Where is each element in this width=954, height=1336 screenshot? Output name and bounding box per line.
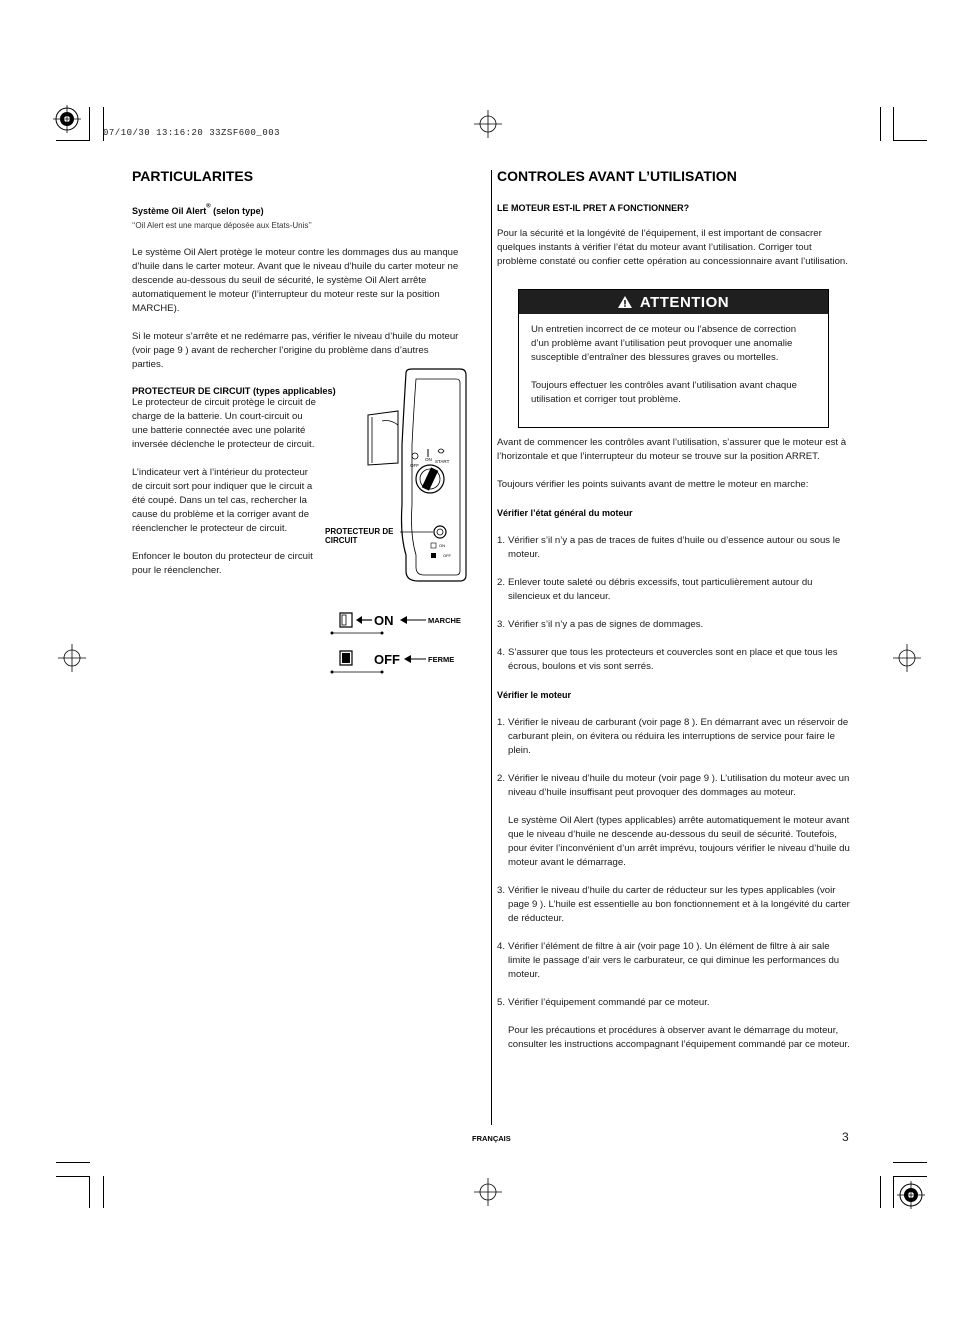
section-title: PARTICULARITES [132,168,254,184]
warning-triangle-icon [618,296,632,308]
breaker-paragraph: L’indicateur vert à l’intérieur du protecteur de circuit sort pour indiquer que le circuit a été coupé. Dans un tel cas, rechercher la cause du problème et la corriger avant de réenclencher le protecteur de circuit. [132,467,313,534]
general-heading: Vérifier l’état général du moteur [497,508,633,518]
item-text: Vérifier l’équipement commandé par ce moteur. [508,997,710,1008]
crosshair-icon [474,1178,502,1206]
checklist-item [497,646,852,674]
item-text: Vérifier le niveau d’huile du moteur (voir page 9 ). L’utilisation du moteur avec un niveau d’huile insuffisant peut provoquer des dommages au moteur. [508,773,850,798]
crosshair-icon [474,110,502,138]
engine-checklist [497,716,852,1052]
on-label: ON [374,613,394,628]
breaker-heading: PROTECTEUR DE CIRCUIT (types applicables) [132,386,336,396]
intro-paragraph: Pour la sécurité et la longévité de l’équipement, il est important de consacrer quelques instants à vérifier l’état du moteur avant l’utilisation. Corriger tout problème constaté ou confier cette opération au concessionnaire avant l’utilisation. [497,228,848,267]
before-paragraph: Avant de commencer les contrôles avant l’utilisation, s’assurer que le moteur est à l’horizontale et que l’interrupteur du moteur se trouve sur la position ARRET. [497,437,847,462]
attention-paragraph: Toujours effectuer les contrôles avant l’utilisation avant chaque utilisation et corriger tout problème. [531,380,797,405]
attention-box [518,289,829,428]
ready-heading: LE MOTEUR EST-IL PRET A FONCTIONNER? [497,203,690,213]
checklist-item [497,534,852,562]
registration-target-icon [897,1181,925,1209]
item-number: 4. [497,647,506,658]
switch-on-label: ON [425,457,432,462]
on-arrow-label: MARCHE [428,616,461,625]
right-column-continued [497,436,852,1066]
breaker-callout-label: PROTECTEUR DE CIRCUIT [325,527,394,545]
item-text: S’assurer que tous les protecteurs et couvercles sont en place et que tous les écrous, boulons et vis sont serrés. [508,647,838,672]
switch-off-label: OFF [410,463,419,468]
item-extra-text: Le système Oil Alert (types applicables) arrête automatiquement le moteur avant que le niveau d’huile ne descende au-dessous du seuil de sécurité. Toutefois, pour éviter l’inconvénient d’un arrêt imprévu, toujours vérifier le niveau d’huile du moteur avant le démarrage. [508,815,850,868]
item-number: 1. [497,717,506,728]
breaker-paragraph: Le protecteur de circuit protège le circuit de charge de la batterie. Un court-circuit ou une batterie connectée avec une polarité inversée déclenche le protecteur de circuit. [132,397,316,450]
panel-on-label: ON [439,543,445,548]
attention-label: ATTENTION [639,293,730,311]
checklist-item [497,576,852,604]
breaker-paragraph: Enfoncer le bouton du protecteur de circuit pour le réenclencher. [132,551,313,576]
oil-alert-paragraph: Le système Oil Alert protège le moteur contre les dommages dus au manque d’huile dans le carter moteur. Avant que le niveau d’huile du carter moteur ne descende au-dessous du seuil de sécurité, le système Oil Alert arrête automatiquement le moteur (l’interrupteur du moteur reste sur la position MARCHE). [132,247,459,314]
item-number: 4. [497,941,506,952]
item-text: Vérifier s’il n’y a pas de signes de dommages. [508,619,704,630]
checklist-item [497,996,852,1052]
oil-alert-heading: Système Oil Alert® (selon type) [132,203,264,216]
switch-panel-figure [320,365,490,685]
item-text: Vérifier le niveau de carburant (voir page 8 ). En démarrant avec un réservoir de carburant plein, on évitera ou réduira les interruptions de service pour faire le plein. [508,717,849,756]
item-number: 2. [497,577,506,588]
item-number: 5. [497,997,506,1008]
crosshair-icon [58,644,86,672]
trademark-note: ‘‘Oil Alert est une marque déposée aux Etats-Unis’’ [132,221,312,230]
attention-paragraph: Un entretien incorrect de ce moteur ou l’absence de correction d’un problème avant l’utilisation peut provoquer une anomalie susceptible d’entraîner des blessures graves ou mortelles. [531,324,797,363]
checklist-item [497,884,852,926]
item-text: Vérifier l’élément de filtre à air (voir page 10 ). Un élément de filtre à air sale limite le passage d’air vers le carburateur, ce qui diminue les performances du moteur. [508,941,840,980]
item-number: 2. [497,773,506,784]
circuit-breaker-icon [434,526,446,538]
section-title: CONTROLES AVANT L’UTILISATION [497,168,737,184]
item-text: Vérifier s’il n’y a pas de traces de fuites d’huile ou d’essence autour ou sous le moteur. [508,535,841,560]
item-number: 1. [497,535,506,546]
registration-target-icon [53,105,81,133]
attention-body [519,314,828,407]
panel-off-label: OFF [443,553,451,558]
always-paragraph: Toujours vérifier les points suivants avant de mettre le moteur en marche: [497,479,809,490]
checklist-item [497,716,852,758]
page-number: 3 [842,1130,849,1144]
oil-alert-paragraph: Si le moteur s’arrête et ne redémarre pas, vérifier le niveau d’huile du moteur (voir page 9 ) avant de rechercher l’origine du problème dans d’autres parties. [132,331,459,370]
off-arrow-label: FERME [428,655,455,664]
item-number: 3. [497,619,506,630]
checklist-item [497,618,852,632]
language-label: FRANÇAIS [472,1134,511,1143]
crosshair-icon [893,644,921,672]
engine-heading: Vérifier le moteur [497,690,572,700]
item-text: Vérifier le niveau d’huile du carter de réducteur sur les types applicables (voir page 9 ). L’huile est essentielle au bon fonctionnement et à la longévité du carter de réducteur. [508,885,850,924]
column-divider [491,170,492,1125]
item-text: Enlever toute saleté ou débris excessifs, tout particulièrement autour du silencieux et du lanceur. [508,577,813,602]
attention-header [519,290,828,314]
off-label: OFF [374,652,400,667]
item-extra-text: Pour les précautions et procédures à observer avant le démarrage du moteur, consulter les instructions accompagnant l’équipement commandé par ce moteur. [508,1025,850,1050]
right-column [497,168,852,269]
general-checklist [497,534,852,674]
checklist-item [497,772,852,870]
switch-start-label: START [435,459,450,464]
print-timestamp: 07/10/30 13:16:20 33ZSF600_003 [103,128,281,138]
item-number: 3. [497,885,506,896]
checklist-item [497,940,852,982]
